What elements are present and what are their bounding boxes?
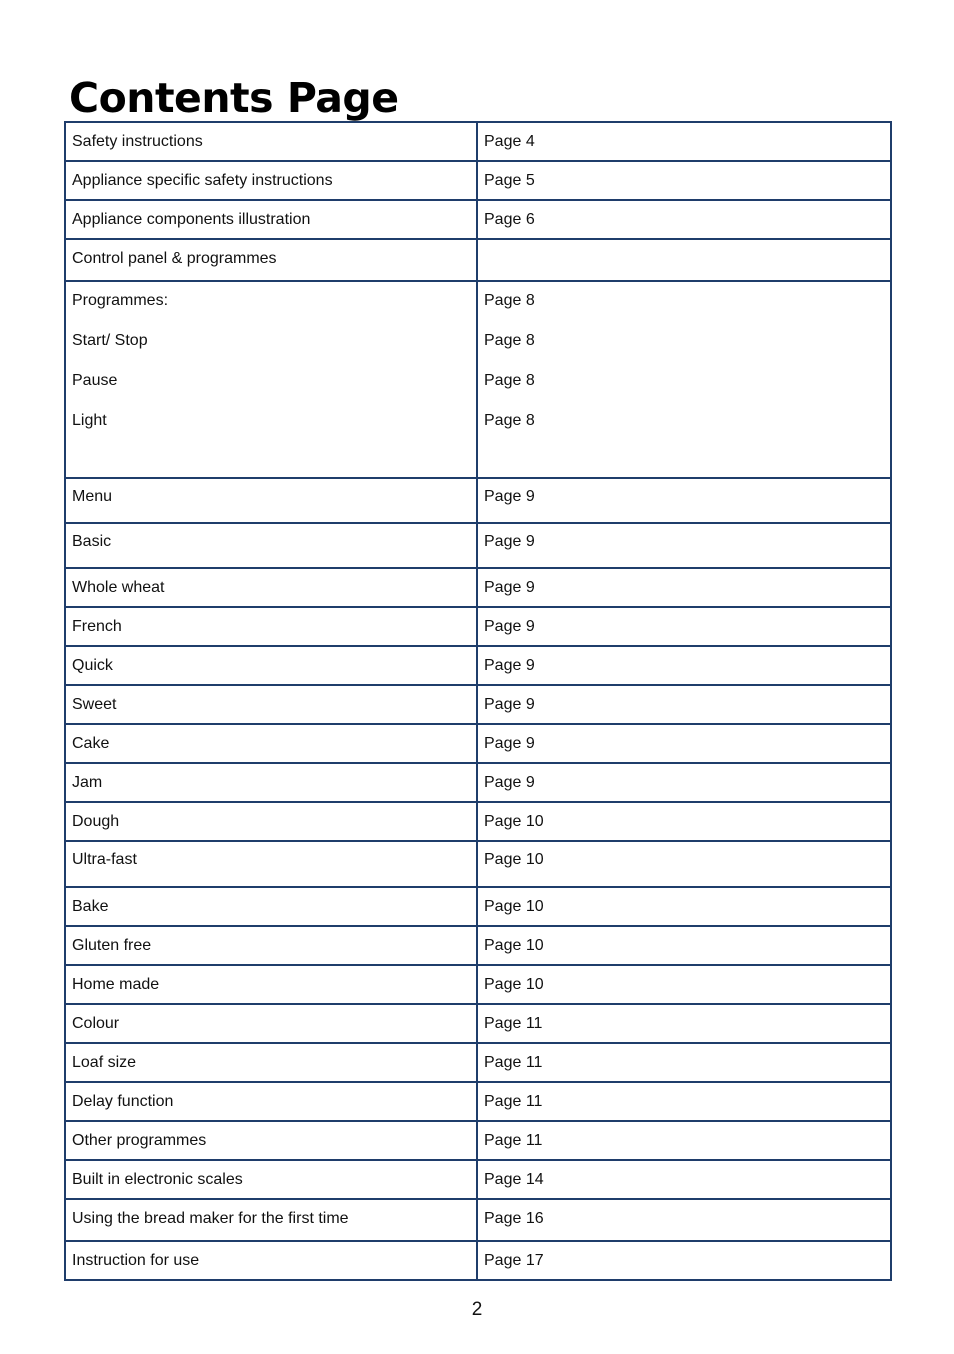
entry-label: Menu <box>65 478 477 523</box>
table-row <box>65 607 891 646</box>
entry-label: Pause <box>72 372 118 389</box>
entry-label: Delay function <box>65 1082 477 1121</box>
entry-label: Sweet <box>65 685 477 724</box>
entry-label: Ultra-fast <box>65 841 477 887</box>
entry-label: Instruction for use <box>65 1241 477 1280</box>
entry-label: Basic <box>65 523 477 568</box>
table-row <box>65 1043 891 1082</box>
table-row <box>65 841 891 887</box>
table-row <box>65 685 891 724</box>
entry-label: Light <box>72 412 107 429</box>
entry-label: Built in electronic scales <box>65 1160 477 1199</box>
entry-page: Page 11 <box>477 1043 891 1082</box>
entry-label: Jam <box>65 763 477 802</box>
table-row <box>65 1241 891 1280</box>
entry-page: Page 8 <box>484 292 535 309</box>
entry-page: Page 8 <box>484 412 535 429</box>
entry-label: Programmes: <box>72 292 169 309</box>
entry-page: Page 11 <box>477 1121 891 1160</box>
entry-page: Page 9 <box>477 646 891 685</box>
entry-page: Page 9 <box>477 763 891 802</box>
entry-page: Page 17 <box>477 1241 891 1280</box>
entry-page: Page 10 <box>477 887 891 926</box>
page-number: 2 <box>471 1299 483 1320</box>
entry-page: Page 5 <box>477 161 891 200</box>
entry-label: Other programmes <box>65 1121 477 1160</box>
entry-page: Page 9 <box>477 724 891 763</box>
entry-page-group <box>477 281 891 478</box>
entry-label: Dough <box>65 802 477 841</box>
contents-table <box>64 121 892 1281</box>
entry-page: Page 14 <box>477 1160 891 1199</box>
entry-page <box>477 239 891 281</box>
table-row <box>65 724 891 763</box>
table-row <box>65 478 891 523</box>
entry-page: Page 11 <box>477 1004 891 1043</box>
entry-page: Page 8 <box>484 332 535 349</box>
entry-label: Gluten free <box>65 926 477 965</box>
table-row <box>65 568 891 607</box>
entry-page: Page 9 <box>477 478 891 523</box>
entry-page: Page 9 <box>477 523 891 568</box>
table-row <box>65 161 891 200</box>
entry-label: Colour <box>65 1004 477 1043</box>
entry-label: Bake <box>65 887 477 926</box>
table-row <box>65 1160 891 1199</box>
entry-page: Page 11 <box>477 1082 891 1121</box>
table-row <box>65 200 891 239</box>
table-row <box>65 926 891 965</box>
table-row <box>65 887 891 926</box>
entry-label: Appliance components illustration <box>65 200 477 239</box>
table-row <box>65 802 891 841</box>
table-row <box>65 1121 891 1160</box>
table-row <box>65 965 891 1004</box>
entry-label-group <box>65 281 477 478</box>
table-row <box>65 1004 891 1043</box>
entry-page: Page 9 <box>477 607 891 646</box>
entry-page: Page 6 <box>477 200 891 239</box>
entry-page: Page 9 <box>477 685 891 724</box>
page-title: Contents Page <box>69 74 399 122</box>
entry-page: Page 9 <box>477 568 891 607</box>
entry-label: Using the bread maker for the first time <box>65 1199 477 1241</box>
entry-label: Start/ Stop <box>72 332 148 349</box>
entry-label: Quick <box>65 646 477 685</box>
entry-page: Page 4 <box>477 122 891 161</box>
table-row <box>65 1199 891 1241</box>
table-row <box>65 646 891 685</box>
table-row <box>65 1082 891 1121</box>
table-row-group <box>65 281 891 478</box>
entry-label: Home made <box>65 965 477 1004</box>
entry-label: Whole wheat <box>65 568 477 607</box>
entry-label: Loaf size <box>65 1043 477 1082</box>
table-row <box>65 239 891 281</box>
entry-label: French <box>65 607 477 646</box>
table-row <box>65 523 891 568</box>
table-row <box>65 763 891 802</box>
entry-page: Page 10 <box>477 802 891 841</box>
table-row <box>65 122 891 161</box>
entry-label: Appliance specific safety instructions <box>65 161 477 200</box>
entry-page: Page 16 <box>477 1199 891 1241</box>
entry-page: Page 8 <box>484 372 535 389</box>
entry-label: Safety instructions <box>65 122 477 161</box>
entry-page: Page 10 <box>477 841 891 887</box>
entry-page: Page 10 <box>477 965 891 1004</box>
entry-page: Page 10 <box>477 926 891 965</box>
entry-label: Cake <box>65 724 477 763</box>
entry-label: Control panel & programmes <box>65 239 477 281</box>
